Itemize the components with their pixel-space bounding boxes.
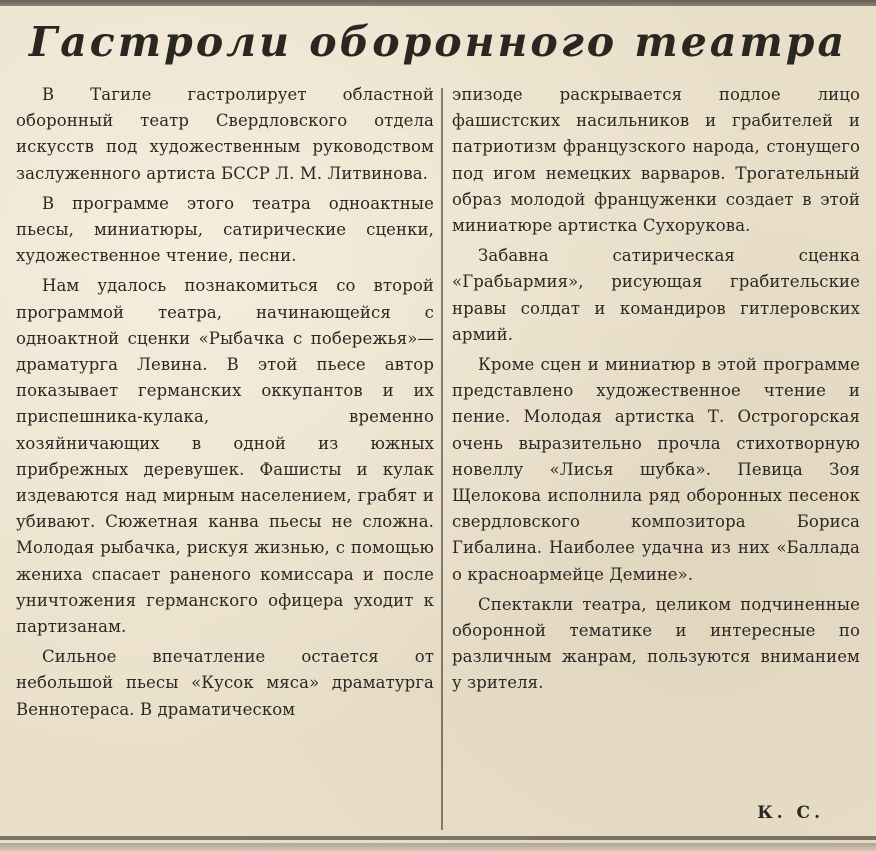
headline: Гастроли оборонного театра <box>28 18 848 66</box>
paragraph: В программе этого театра одноактные пьесы, миниатюры, сатирические сценки, художественное чтение, песни. <box>16 193 434 266</box>
bottom-rule-secondary <box>0 843 876 851</box>
bottom-rule <box>0 836 876 840</box>
paragraph: Сильное впечатление остается от небольшой пьесы «Кусок мяса» драматурга Веннотераса. В драматическом <box>16 647 434 719</box>
right-column <box>452 82 860 701</box>
paragraph: Забавна сатирическая сценка «Грабьармия», рисующая грабительские нравы солдат и командиров гитлеровских армий. <box>452 246 860 344</box>
paragraph: В Тагиле гастролирует областной оборонный театр Свердловского отдела искусств под художественным руководством заслуженного артиста БССР Л. М. Литвинова. <box>16 85 434 183</box>
column-divider <box>441 88 443 830</box>
left-column <box>16 82 434 727</box>
paragraph: Кроме сцен и миниатюр в этой программе представлено художественное чтение и пение. Молодая артистка Т. Острогорская очень выразительно прочла стихотворную новеллу «Лисья шубка». Певица Зоя Щелокова исполнила ряд оборонных песенок свердловского композитора Бориса Гибалина. Наиболее удачна из них «Баллада о красноармейце Демине». <box>452 355 860 584</box>
author-signature: К. С. <box>757 803 824 823</box>
paragraph: Нам удалось познакомиться со второй программой театра, начинающейся с одноактной сценки «Рыбачка с побережья»—драматурга Левина. В этой пьесе автор показывает германских оккупантов и их приспешника-кулака, временно хозяйничающих в одной из южных прибрежных деревушек. Фашисты и кулак издеваются над мирным населением, грабят и убивают. Сюжетная канва пьесы не сложна. Молодая рыбачка, рискуя жизнью, с помощью жениха спасает раненого комиссара и после уничтожения германского офицера уходит к партизанам. <box>16 276 434 637</box>
paragraph: Спектакли театра, целиком подчиненные оборонной тематике и интересные по различным жанрам, пользуются вниманием у зрителя. <box>452 594 860 693</box>
top-rule <box>0 0 876 6</box>
paragraph-continued: эпизоде раскрывается подлое лицо фашистских насильников и грабителей и патриотизм французского народа, стонущего под игом немецких варваров. Трогательный образ молодой француженки создает в этой миниатюре артистка Сухорукова. <box>452 85 860 236</box>
